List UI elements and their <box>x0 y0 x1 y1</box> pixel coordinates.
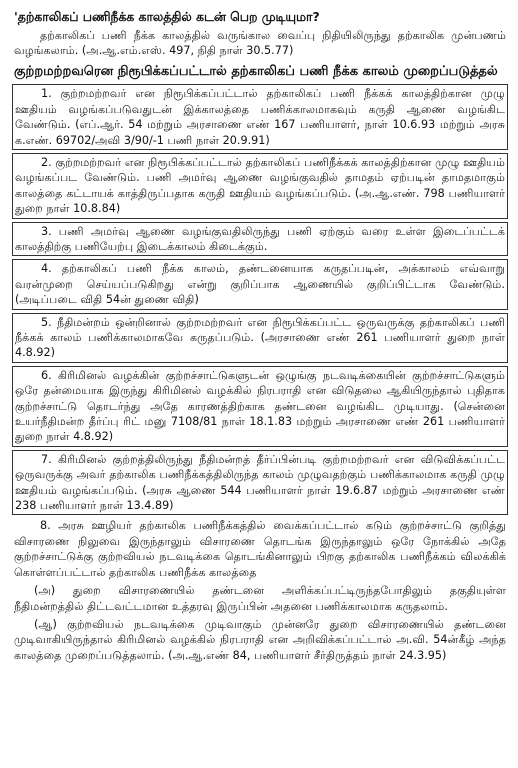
heading-loan-during-suspension: 'தற்காலிகப் பணிநீக்க காலத்தில் கடன் பெற முடியுமா? <box>14 9 320 24</box>
heading-regularisation: குற்றமற்றவரென நிரூபிக்கப்பட்டால் தற்காலிகப் பணி நீக்க காலம் முறைப்படுத்தல் <box>14 63 498 79</box>
rule-item-5: 5. நீதிமன்றம் ஒன்றினால் குற்றமற்றவர் என நிரூபிக்கப்பட்ட ஒருவருக்கு தற்காலிகப் பணி நீக்கக் காலம் பணிக்காலமாகவே கருதப்படும். (அரசாணை எண் 261 பணியாளர் துறை நாள் 4.8.92) <box>12 313 508 363</box>
sub-item-a: (அ) துறை விசாரணையில் தண்டனை அளிக்கப்பட்டிருந்தபோதிலும் தகுதியுள்ள நீதிமன்றத்தில் திட்டவட்டமான உத்தரவு இருப்பின் அதனை பணிக்காலமாக கருதலாம். <box>14 584 506 613</box>
intro-paragraph: தற்காலிகப் பணி நீக்க காலத்தில் வருங்கால வைப்பு நிதியிலிருந்து தற்காலிக முன்பணம் வழங்கலாம். (அ.ஆ.எம்.எஸ். 497, நிதி நாள் 30.5.77) <box>14 29 506 58</box>
rule-item-1: 1. குற்றமற்றவர் என நிரூபிக்கப்பட்டால் தற்காலிகப் பணி நீக்கக் காலத்திற்கான முழு ஊதியம் வழங்கப்படுவதுடன் இக்காலத்தை பணிக்காலமாகவும் கருதி ஆணை வழங்கிட வேண்டும். (எப்.ஆர். 54 மற்றும் அரசாணை எண் 167 பணியாளர், நாள் 10.6.93 மற்றும் அரசு க.எண். 69702/அவி 3/90/-1 பணி நாள் 20.9.91) <box>12 84 508 150</box>
rule-item-7: 7. கிரிமினல் குற்றத்திலிருந்து நீதிமன்றத் தீர்ப்பின்படி குற்றமற்றவர் என விடுவிக்கப்பட்ட ஒருவருக்கு அவர் தற்காலிக பணிநீக்கத்திலிருந்த காலம் முழுவதற்கும் பணிக்காலமாக கருதி முழு ஊதியம் வழங்கப்படும். (அரசு ஆணை 544 பணியாளர் நாள் 19.6.87 மற்றும் அரசாணை எண் 238 பணியாளர் நாள் 13.4.89) <box>12 450 508 516</box>
rule-item-4: 4. தற்காலிகப் பணி நீக்க காலம், தண்டனையாக கருதப்படின், அக்காலம் எவ்வாறு வரன்முறை செய்யப்படுகிறது என்று குறிப்பாக ஆணையில் குறிப்பிட்டாக வேண்டும். (அடிப்படை விதி 54ன் துணை விதி) <box>12 259 508 309</box>
sub-item-aa: (ஆ) குற்றவியல் நடவடிக்கை முடிவாகும் முன்னரே துறை விசாரணையில் தண்டனை முடிவாகியிருந்தால் கிரிமினல் வழக்கில் நிரபராதி என அறிவிக்கப்பட்டால் அ.வி. 54ன்கீழ் அந்த காலத்தை முறைப்படுத்தலாம். (அ.ஆ.எண் 84, பணியாளர் சீர்திருத்தம் நாள் 24.3.95) <box>14 617 506 662</box>
rule-item-2: 2. குற்றமற்றவர் என நிரூபிக்கப்பட்டால் தற்காலிகப் பணிநீக்கக் காலத்திற்கான முழு ஊதியம் வழங்கப்பட வேண்டும். பணி அமர்வு ஆணை வழங்குவதில் தாமதம் ஏற்படின் தாமதமாகும் காலத்தை கட்டாயக் காத்திருப்பதாக கருதி ஊதியம் வழங்கப்படும். (அ.ஆ.எண். 798 பணியாளர் துறை நாள் 10.8.84) <box>12 153 508 219</box>
rule-item-8: 8. அரசு ஊழியர் தற்காலிக பணிநீக்கத்தில் வைக்கப்பட்டால் கடும் குற்றச்சாட்டு குறித்து விசாரணை நிலுவை இருந்தாலும் விசாரணை தொடங்க இருந்தாலும் ஒரே நோக்கில் அதே குற்றச்சாட்டுக்கு குற்றவியல் நடவடிக்கை தொடங்கினாலும் பிறகு தற்காலிக பணிநீக்கம் விலக்கிக் கொள்ளப்பட்டால் தற்காலிக பணிநீக்க காலத்தை <box>14 519 506 579</box>
rule-item-6: 6. கிரிமினல் வழக்கின் குற்றச்சாட்டுகளுடன் ஒழுங்கு நடவடிக்கையின் குற்றச்சாட்டுகளும் ஒரே தன்மையாக இருந்து கிரிமினல் வழக்கில் நிரபராதி என விடுதலை ஆகியிருந்தால் புதிதாக குற்றச்சாட்டு தொடர்ந்து அதே காரணத்திற்காக தண்டனை வழங்கிட முடியாது. (சென்னை உயர்நீதிமன்ற தீர்ப்பு ரிட் மனு 7108/81 நாள் 18.1.83 மற்றும் அரசாணை எண் 261 பணியாளர் துறை நாள் 4.8.92) <box>12 366 508 447</box>
rule-item-3: 3. பணி அமர்வு ஆணை வழங்குவதிலிருந்து பணி ஏற்கும் வரை உள்ள இடைப்பட்டக் காலத்திற்கு பணியேற்பு இடைக்காலம் கிடைக்கும். <box>12 222 508 257</box>
